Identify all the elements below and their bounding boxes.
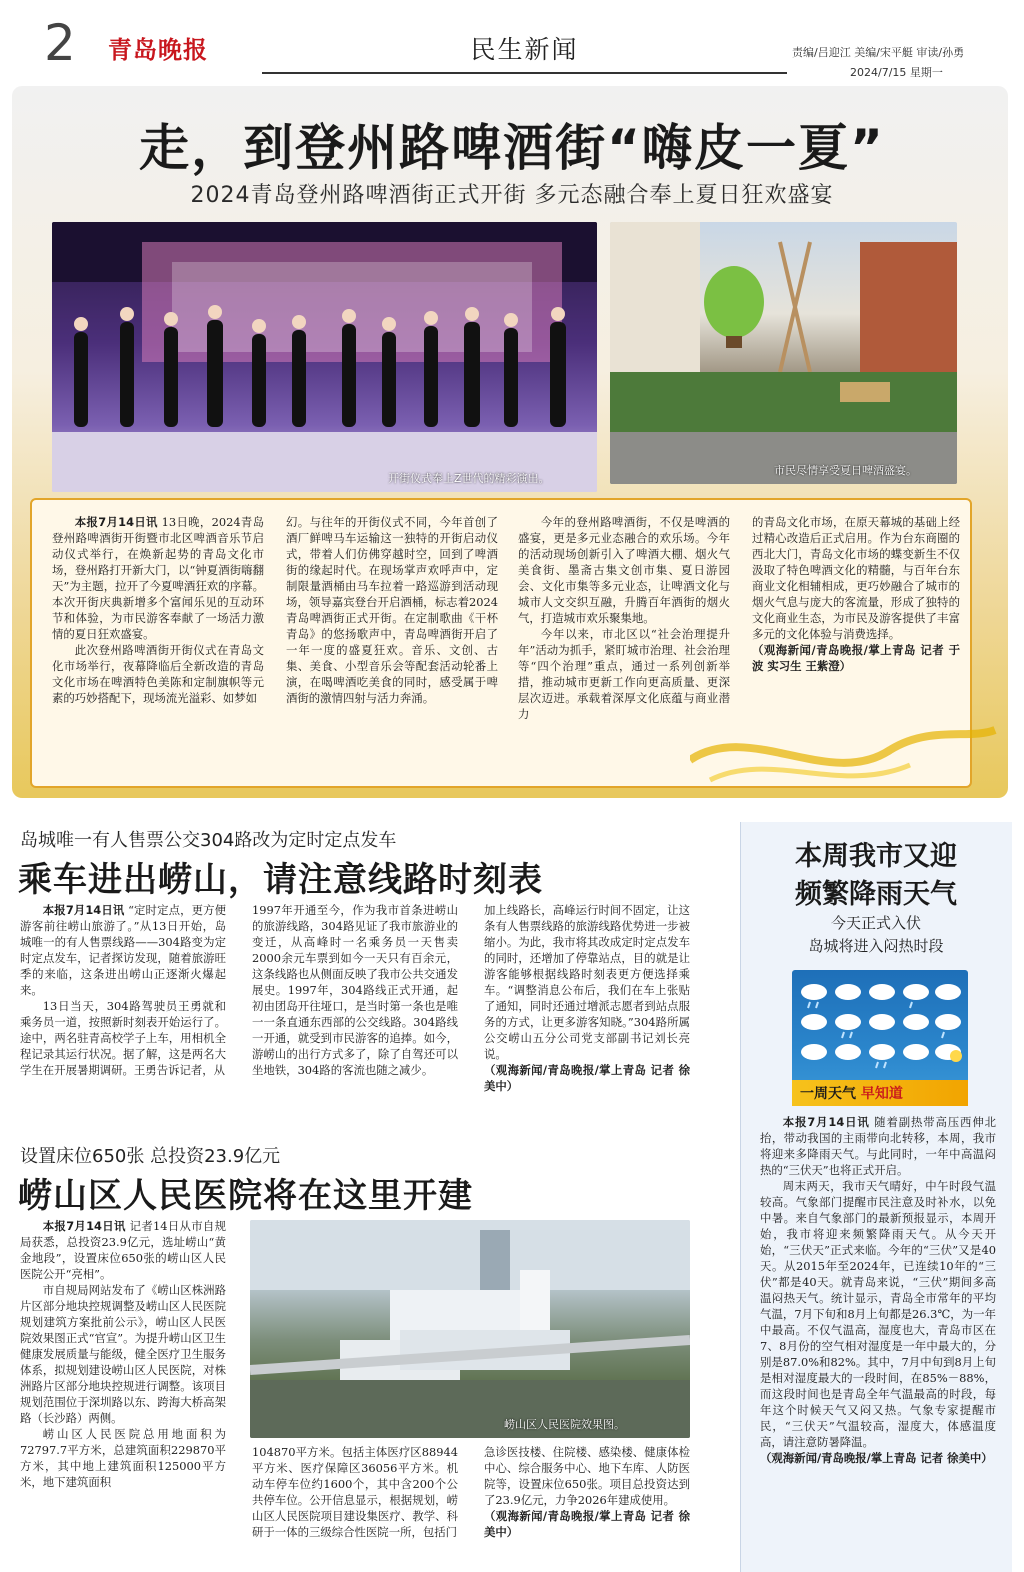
feature-subhead: 2024青岛登州路啤酒街正式开街 多元态融合奉上夏日狂欢盛宴	[190, 183, 834, 208]
weather-banner-text	[800, 1083, 903, 1103]
editor-credits: 责编/吕迎江 美编/宋平艇 审读/孙勇	[792, 46, 965, 59]
weather-banner-part1: 一周天气	[800, 1086, 856, 1102]
feature-paragraph: 的青岛文化市场，在原天幕城的基础上经过精心改造后正式启用。作为台东商圈的西北大门，青岛文化市场的蝶变新生不仅汲取了特色啤酒文化的精髓，与百年台东商业文化相辅相成，更巧妙融合了城市的烟火气息与庞大的客流量，形成了独特的文化商业生态，为市民及游客提供了丰富多元的文化体验与消费选择。	[752, 515, 960, 641]
weather-subtitle	[748, 912, 1004, 958]
beer-street-photo	[610, 222, 957, 484]
weather-subtitle-line-1: 今天正式入伏	[830, 914, 921, 932]
weather-title	[748, 838, 1004, 914]
dateline: 本报7月14日讯	[74, 515, 158, 529]
stage-performance-photo	[52, 222, 597, 492]
hospital-byline: （观海新闻/青岛晚报/掌上青岛 记者 徐美中）	[484, 1509, 690, 1539]
bus-paragraph: “定时定点，更方便游客前往崂山旅游了。”从13日开始，岛城唯一的有人售票线路——304路变为定时定点发车，记者探访发现，随着旅游旺季的来临，这条进出崂山正逐渐火爆起来。	[20, 903, 227, 997]
feature-paragraph: 此次登州路啤酒街开街仪式在青岛文化市场举行，夜幕降临后全新改造的青岛文化市场在啤酒特色美陈和定制旗帜等元素的巧妙搭配下，现场流光溢彩、如梦如	[52, 643, 264, 705]
hospital-article-kicker: 设置床位650张 总投资23.9亿元	[20, 1146, 281, 1167]
hospital-paragraph: 崂山区人民医院总用地面积为72797.7平方米，总建筑面积229870平方米，其中地上建筑面积125000平方米，地下建筑面积	[20, 1427, 226, 1489]
weather-byline: （观海新闻/青岛晚报/掌上青岛 记者 徐美中）	[760, 1451, 993, 1465]
newspaper-logo: 青岛晚报	[108, 35, 208, 64]
issue-date: 2024/7/15 星期一	[850, 66, 943, 79]
photo-caption-stage: 开街仪式奉上Z世代的精彩演出。	[388, 472, 550, 485]
weather-subtitle-line-2: 岛城将进入闷热时段	[808, 937, 944, 955]
weather-column	[760, 1114, 996, 1466]
bus-paragraph: 13日当天，304路驾驶员王勇就和乘务员一道，按照新时刻表开始运行了。途中，两名驻青高校学子上车，用相机全程记录其运行状况。据了解，这是两名大学生在开展暑期调研。王勇告诉记者，从	[20, 999, 226, 1077]
photo-caption-street: 市民尽情享受夏日啤酒盛宴。	[774, 464, 917, 477]
hospital-column-2	[252, 1444, 458, 1540]
weather-paragraph: 随着副热带高压西伸北抬，带动我国的主雨带向北转移，本周，我市将迎来多降雨天气。与此同时，一年中高温闷热的“三伏天”也将正式开启。	[760, 1115, 996, 1177]
dateline: 本报7月14日讯	[42, 1219, 126, 1233]
bus-column-2	[252, 902, 458, 1078]
feature-byline: （观海新闻/青岛晚报/掌上青岛 记者 于波 实习生 王紫澄）	[752, 643, 960, 673]
feature-paragraph: 今年的登州路啤酒街，不仅是啤酒的盛宴，更是多元业态融合的欢乐场。今年的活动现场创新引入了啤酒大棚、烟火气美食街、墨斋古集文创市集、夏日游园会、文化市集等多元业态，让啤酒文化与城市人文交织互融，升腾百年酒街的烟火气，打造城市欢乐聚集地。	[518, 515, 730, 625]
dateline: 本报7月14日讯	[42, 903, 125, 917]
street-illustration	[610, 222, 957, 484]
stage-illustration	[52, 222, 597, 492]
hospital-paragraph: 急诊医技楼、住院楼、感染楼、健康体检中心、综合服务中心、地下车库、人防医院等，设置床位650张。项目总投资达到了23.9亿元，力争2026年建成使用。	[484, 1445, 690, 1507]
bus-column-1	[20, 902, 226, 1078]
hospital-illustration	[250, 1220, 690, 1438]
weather-icons	[792, 970, 968, 1080]
section-title: 民生新闻	[262, 30, 787, 74]
page-number: 2	[44, 14, 76, 72]
hospital-paragraph: 104870平方米。包括主体医疗区88944平方米、医疗保障区36056平方米。机动车停车位约1600个，其中含200个公共停车位。公开信息显示，根据规划，崂山区人民医院项目建设集医疗、教学、科研于一体的三级综合性医院一所，包括门	[252, 1445, 458, 1539]
bus-column-3	[484, 902, 690, 1094]
hospital-column-3	[484, 1444, 690, 1540]
weather-banner-part2: 早知道	[860, 1086, 903, 1102]
bus-article-kicker: 岛城唯一有人售票公交304路改为定时定点发车	[20, 830, 397, 851]
feature-headline: 走，到登州路啤酒街“嗨皮一夏”	[139, 119, 885, 177]
weather-title-line-2: 频繁降雨天气	[795, 879, 957, 910]
feature-column-2	[286, 514, 498, 706]
beer-splash-decoration	[690, 700, 1000, 800]
feature-column-4	[752, 514, 960, 674]
hospital-rendering-photo	[250, 1220, 690, 1438]
bus-article-title: 乘车进出崂山，请注意线路时刻表	[18, 860, 543, 900]
feature-paragraph: 幻。与往年的开街仪式不同，今年首创了酒厂鲜啤马车运输这一独特的开街启动仪式，带着人们仿佛穿越时空，回到了啤酒街的缘起时代。在现场掌声欢呼声中，定制限量酒桶由马车拉着一路巡游到活动现场，领导嘉宾登台开启酒桶，标志着2024青岛啤酒街正式开街。在定制歌曲《干杯青岛》的悠扬歌声中，青岛啤酒街开启了一年一度的盛夏狂欢。音乐、文创、古集、美食、小型音乐会等配套活动轮番上演，在喝啤酒吃美食的同时，感受属于啤酒街的激情四射与活力奔涌。	[286, 515, 498, 705]
hospital-paragraph: 市自规局网站发布了《崂山区株洲路片区部分地块控规调整及崂山区人民医院规划建筑方案批前公示》，崂山区人民医院效果图正式“官宣”。为提升崂山区卫生健康发展质量与能级，健全医疗卫生服务体系，拟规划建设崂山区人民医院，对株洲路片区部分地块控规进行调整。该项目规划范围位于深圳路以东、跨海大桥高架路（长沙路）两侧。	[20, 1283, 226, 1425]
dateline: 本报7月14日讯	[782, 1115, 870, 1129]
feature-paragraph: 今年以来，市北区以“社会治理提升年”活动为抓手，紧盯城市治理、社会治理等“四个治理”重点，通过一系列创新举措，推动城市更新工作向更高质量、更深层次迈进。承载着深厚文化底蕴与商业潜力	[518, 627, 730, 721]
bus-paragraph: 加上线路长，高峰运行时间不固定，让这条有人售票线路的旅游线路优势进一步被缩小。为此，我市将其改成定时定点发车的同时，还增加了停靠站点，目的就是让游客能够根据线路时刻表更方便选择乘车。“调整消息公布后，我们在车上张贴了通知，同时还通过增派志愿者到站点服务的方式，让更多游客知晓。”304路所属公交崂山五分公司党支部副书记刘长亮说。	[484, 903, 690, 1061]
hospital-column-1	[20, 1218, 226, 1490]
hospital-paragraph: 记者14日从市自规局获悉，总投资23.9亿元，选址崂山“黄金地段”，设置床位650张的崂山区人民医院公开“亮相”。	[20, 1219, 227, 1281]
feature-paragraph: 13日晚，2024青岛登州路啤酒街开街暨市北区啤酒音乐节启动仪式举行，在焕新起势的青岛文化市场，登州路打开新大门，以“钟夏酒街嗨翻天”为主题，拉开了今夏啤酒狂欢的序幕。本次开街庆典新增多个富闻乐见的互动环节和体验，为市民游客奉献了一场活力激情的夏日狂欢盛宴。	[52, 515, 264, 641]
bus-byline: （观海新闻/青岛晚报/掌上青岛 记者 徐美中）	[484, 1063, 690, 1093]
feature-column-1	[52, 514, 264, 706]
bus-paragraph: 1997年开通至今，作为我市首条进崂山的旅游线路，304路见证了我市旅游业的变迁，从高峰时一名乘务员一天售卖2000余元车票到如今一天只有百余元，这条线路也从侧面反映了我市公共交通发展史。1997年，304路线正式开通，起初由团岛开往垭口，是当时第一条也是唯一一条直通东西部的公交线路。304路线一开通，就受到市民游客的追捧。如今，游崂山的出行方式多了，除了自驾还可以坐地铁，304路的客流也随之减少。	[252, 903, 458, 1077]
photo-caption-hospital: 崂山区人民医院效果图。	[504, 1418, 625, 1431]
weather-paragraph: 周末两天，我市天气晴好，中午时段气温较高。气象部门提醒市民注意及时补水，以免中暑。来自气象部门的最新预报显示，本周开始，我市将迎来频繁降雨天气。从今天开始，“三伏天”正式来临。今年的“三伏”又是40天。从2015年至2024年，已连续10年的“三伏”都是40天。就青岛来说，“三伏”期间多高温闷热天气。统计显示，青岛全市常年的平均气温，7月下旬和8月上旬都是26.3℃，为一年中最高。不仅气温高，湿度也大，青岛市区在7、8月份的空气相对湿度是一年中最大的，分别是87.0%和82%。其中，7月中旬到8月上旬是相对湿度最大的一段时间，在85%－88%，而这段时间也是青岛全年气温最高的时段，每年这个时候天气又闷又热。气象专家提醒市民，“三伏天”气温较高，湿度大，体感温度高，请注意防暑降温。	[760, 1179, 996, 1449]
hospital-article-title: 崂山区人民医院将在这里开建	[18, 1176, 473, 1216]
feature-column-3	[518, 514, 730, 722]
weather-title-line-1: 本周我市又迎	[795, 841, 957, 872]
